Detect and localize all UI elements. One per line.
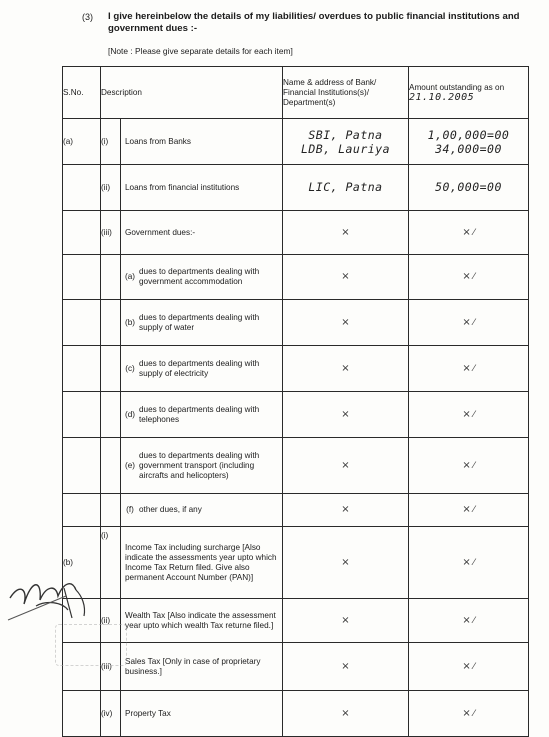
handwritten-amount-2: 34,000=00 xyxy=(435,141,502,156)
row-amount xyxy=(409,300,529,346)
row-bank xyxy=(283,691,409,737)
table-row xyxy=(63,165,529,211)
cross-mark: × xyxy=(462,459,471,471)
cross-mark: × xyxy=(462,271,471,282)
row-description: Loans from financial institutions xyxy=(121,165,283,211)
table-row xyxy=(63,599,529,643)
cross-mark: × xyxy=(462,226,471,238)
sub-letter: (a) xyxy=(124,272,135,281)
cross-mark: × xyxy=(341,271,350,282)
row-amount xyxy=(409,255,529,300)
row-description xyxy=(121,494,283,527)
header-amount-label: Amount outstanding as on xyxy=(409,82,505,92)
cross-mark: × xyxy=(341,707,350,719)
row-roman: (iii) xyxy=(101,643,121,691)
row-roman: (i) xyxy=(101,119,121,165)
cross-mark: × xyxy=(462,504,471,515)
sub-letter: (b) xyxy=(124,317,135,327)
table-row xyxy=(63,527,529,599)
table-row xyxy=(63,438,529,494)
row-roman: (ii) xyxy=(101,165,121,211)
tick-icon: ⁄ xyxy=(473,661,475,672)
row-amount xyxy=(409,643,529,691)
row-description: Income Tax including surcharge [Also indicate the assessments year upto which Income Tax Return filed. Give also permanent Account Number (PAN)] xyxy=(121,527,283,599)
handwritten-bank-2: LDB, Lauriya xyxy=(300,141,391,156)
cross-mark: × xyxy=(462,707,471,719)
row-amount xyxy=(409,599,529,643)
row-amount xyxy=(409,119,529,165)
sub-letter: (d) xyxy=(124,409,135,419)
cross-mark: × xyxy=(341,504,350,515)
tick-icon: ⁄ xyxy=(473,272,475,282)
row-bank xyxy=(283,255,409,300)
header-bank: Name & address of Bank/ Financial Institutions(s)/ Department(s) xyxy=(283,67,409,119)
row-amount xyxy=(409,527,529,599)
cross-mark: × xyxy=(462,556,471,568)
row-bank xyxy=(283,392,409,438)
row-amount xyxy=(409,392,529,438)
tick-icon: ⁄ xyxy=(473,409,475,420)
row-amount xyxy=(409,346,529,392)
row-roman: (ii) xyxy=(101,599,121,643)
cross-mark: × xyxy=(341,556,350,568)
sub-text: dues to departments dealing with telephones xyxy=(139,404,260,424)
cross-mark: × xyxy=(462,660,471,672)
cross-mark: × xyxy=(462,316,471,328)
liabilities-table xyxy=(62,66,529,737)
row-bank xyxy=(283,438,409,494)
tick-icon: ⁄ xyxy=(473,708,475,719)
signature-scribble xyxy=(6,560,116,630)
sub-text: dues to departments dealing with supply of electricity xyxy=(139,358,260,378)
row-description: Property Tax xyxy=(121,691,283,737)
section-number: (3) xyxy=(82,12,93,22)
header-row xyxy=(63,67,529,119)
row-amount xyxy=(409,691,529,737)
header-sno: S.No. xyxy=(63,67,101,119)
row-bank xyxy=(283,165,409,211)
faded-stamp xyxy=(55,624,127,666)
handwritten-amount: 50,000=00 xyxy=(435,179,502,194)
cross-mark: × xyxy=(341,408,350,420)
table-row xyxy=(63,691,529,737)
row-roman: (iii) xyxy=(101,211,121,255)
table-row xyxy=(63,300,529,346)
row-amount xyxy=(409,494,529,527)
table-row xyxy=(63,392,529,438)
row-bank xyxy=(283,119,409,165)
table-row xyxy=(63,119,529,165)
sub-text: dues to departments dealing with government transport (including aircrafts and helicopters) xyxy=(139,450,260,480)
cross-mark: × xyxy=(341,459,350,471)
header-description: Description xyxy=(101,67,283,119)
tick-icon: ⁄ xyxy=(473,460,475,471)
section-intro: I give hereinbelow the details of my liabilities/ overdues to public financial institutions and government dues :- xyxy=(108,11,520,34)
tick-icon: ⁄ xyxy=(473,615,475,626)
row-roman: (iv) xyxy=(101,691,121,737)
row-bank xyxy=(283,346,409,392)
row-description: Wealth Tax [Also indicate the assessment year upto which wealth Tax returne filed.] xyxy=(121,599,283,643)
section-note: [Note : Please give separate details for each item] xyxy=(108,46,293,56)
tick-icon: ⁄ xyxy=(473,505,475,515)
row-bank xyxy=(283,643,409,691)
sub-letter: (c) xyxy=(125,363,135,373)
row-description xyxy=(121,346,283,392)
row-amount xyxy=(409,438,529,494)
cross-mark: × xyxy=(341,226,350,238)
handwritten-bank: LIC, Patna xyxy=(308,179,383,194)
row-description xyxy=(121,438,283,494)
table-row xyxy=(63,346,529,392)
table-row xyxy=(63,643,529,691)
row-bank xyxy=(283,300,409,346)
header-amount xyxy=(409,67,529,119)
sub-text: other dues, if any xyxy=(139,504,202,514)
tick-icon: ⁄ xyxy=(473,227,475,238)
cross-mark: × xyxy=(462,408,471,420)
table-row xyxy=(63,211,529,255)
tick-icon: ⁄ xyxy=(473,557,475,568)
row-description xyxy=(121,300,283,346)
row-label-b: (b) xyxy=(63,527,101,599)
row-description xyxy=(121,255,283,300)
sub-letter: (e) xyxy=(124,460,135,470)
handwritten-amount-1: 1,00,000=00 xyxy=(427,127,510,142)
cross-mark: × xyxy=(341,660,350,672)
cross-mark: × xyxy=(462,362,471,374)
sub-letter: (f) xyxy=(126,504,134,514)
header-amount-date: 21.10.2005 xyxy=(409,91,475,103)
row-amount xyxy=(409,211,529,255)
table-row xyxy=(63,494,529,527)
tick-icon: ⁄ xyxy=(473,363,475,374)
row-bank xyxy=(283,527,409,599)
row-amount xyxy=(409,165,529,211)
row-bank xyxy=(283,494,409,527)
cross-mark: × xyxy=(341,614,350,626)
row-bank xyxy=(283,211,409,255)
sub-text: dues to departments dealing with government accommodation xyxy=(139,267,260,286)
row-description xyxy=(121,392,283,438)
row-description: Sales Tax [Only in case of proprietary business.] xyxy=(121,643,283,691)
row-bank xyxy=(283,599,409,643)
cross-mark: × xyxy=(341,362,350,374)
row-label-a: (a) xyxy=(63,119,101,165)
row-description: Government dues:- xyxy=(121,211,283,255)
sub-text: dues to departments dealing with supply of water xyxy=(139,312,260,332)
row-description: Loans from Banks xyxy=(121,119,283,165)
tick-icon: ⁄ xyxy=(473,317,475,328)
handwritten-bank-1: SBI, Patna xyxy=(308,127,383,142)
row-roman: (i) xyxy=(101,527,121,599)
cross-mark: × xyxy=(341,316,350,328)
cross-mark: × xyxy=(462,614,471,626)
table-row xyxy=(63,255,529,300)
